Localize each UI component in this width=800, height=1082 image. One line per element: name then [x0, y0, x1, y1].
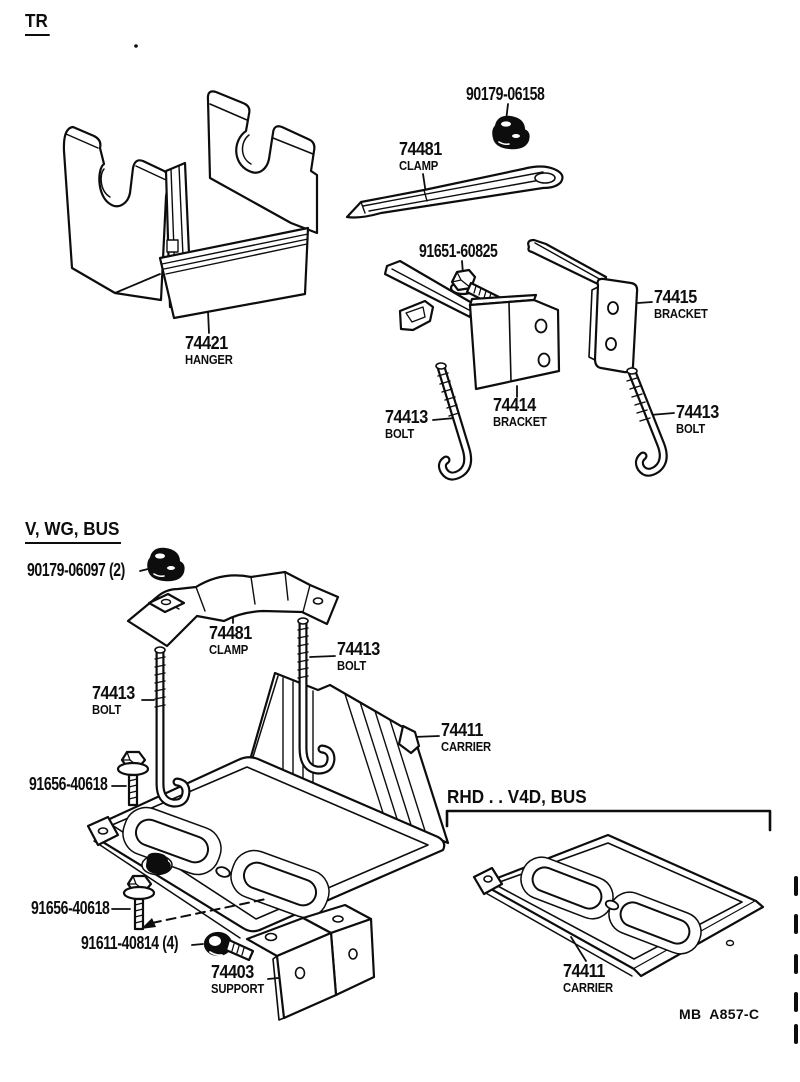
section-title: TR — [25, 11, 48, 31]
part-number: 74415 — [654, 287, 697, 307]
callout-hanger-74421 — [185, 334, 233, 367]
part-number: 91651-60825 — [419, 241, 498, 261]
part-name: BOLT — [337, 659, 367, 673]
part-number: 74481 — [399, 139, 442, 159]
section-header-v-wg-bus — [25, 519, 121, 544]
part-name: SUPPORT — [211, 982, 265, 996]
callout-clamp-74481-v — [209, 624, 252, 657]
section-title: RHD . . V4D, BUS — [447, 787, 587, 807]
carrier-74411-rhd-drawing — [474, 835, 763, 976]
part-name: CLAMP — [399, 159, 439, 173]
callout-bolt-91651-60825 — [419, 242, 497, 260]
part-number: 74413 — [385, 407, 428, 427]
callout-nut-90179-06158 — [466, 85, 544, 103]
rhd-section-bracket — [447, 811, 770, 830]
part-name: BRACKET — [493, 415, 547, 429]
callout-bolt-91656-40618-lower — [31, 899, 109, 917]
section-header-tr — [25, 11, 50, 36]
callout-bracket-74415 — [654, 288, 708, 321]
drawing-code: MB A857-C — [679, 1006, 760, 1022]
callout-bolt-91656-40618-upper — [29, 775, 107, 793]
part-number: 91656-40618 — [29, 774, 108, 794]
part-name: BRACKET — [654, 307, 708, 321]
callout-carrier-74411-v — [441, 721, 491, 754]
part-number: 91656-40618 — [31, 898, 110, 918]
callout-bolt-74413-tr-right — [676, 403, 719, 436]
part-name: BOLT — [676, 422, 706, 436]
callout-clamp-74481-tr — [399, 140, 442, 173]
callout-nut-90179-06097 — [27, 561, 125, 579]
callout-bolt-74413-tr-left — [385, 408, 428, 441]
part-number: 74421 — [185, 333, 228, 353]
callout-bolt-74413-v-right — [337, 640, 380, 673]
flange-bolt-upper-drawing — [118, 752, 148, 805]
part-name: CLAMP — [209, 643, 249, 657]
part-name: HANGER — [185, 353, 233, 367]
part-number: 74414 — [493, 395, 536, 415]
section-title: V, WG, BUS — [25, 519, 120, 539]
callout-bolt-74413-v-left — [92, 684, 135, 717]
part-number: 74413 — [92, 683, 135, 703]
part-number: 90179-06158 — [466, 84, 545, 104]
callout-bolt-91611-40814 — [81, 934, 178, 952]
clamp-74481-tr-drawing — [347, 167, 562, 218]
jbolt-v-left-drawing — [155, 647, 186, 803]
part-number: 74481 — [209, 623, 252, 643]
part-number: 74413 — [337, 639, 380, 659]
part-number: 90179-06097 (2) — [27, 560, 125, 580]
callout-support-74403 — [211, 963, 264, 996]
bolt-40814-drawing — [205, 933, 253, 960]
part-name: BOLT — [92, 703, 122, 717]
part-name: CARRIER — [563, 981, 613, 995]
callout-bracket-74414 — [493, 396, 547, 429]
jbolt-tr-right-drawing — [627, 368, 663, 472]
part-number: 74403 — [211, 962, 254, 982]
part-number: 74413 — [676, 402, 719, 422]
section-header-rhd-v4d-bus — [447, 787, 589, 810]
part-number: 91611-40814 (4) — [81, 933, 179, 953]
part-number: 74411 — [441, 720, 483, 740]
print-speck — [134, 44, 138, 48]
hanger-74421-drawing — [64, 91, 317, 318]
callout-carrier-74411-rhd — [563, 962, 613, 995]
nut-06158-drawing — [493, 117, 528, 148]
part-number: 74411 — [563, 961, 605, 981]
nut-06097-drawing — [148, 549, 183, 580]
part-name: BOLT — [385, 427, 415, 441]
part-name: CARRIER — [441, 740, 491, 754]
